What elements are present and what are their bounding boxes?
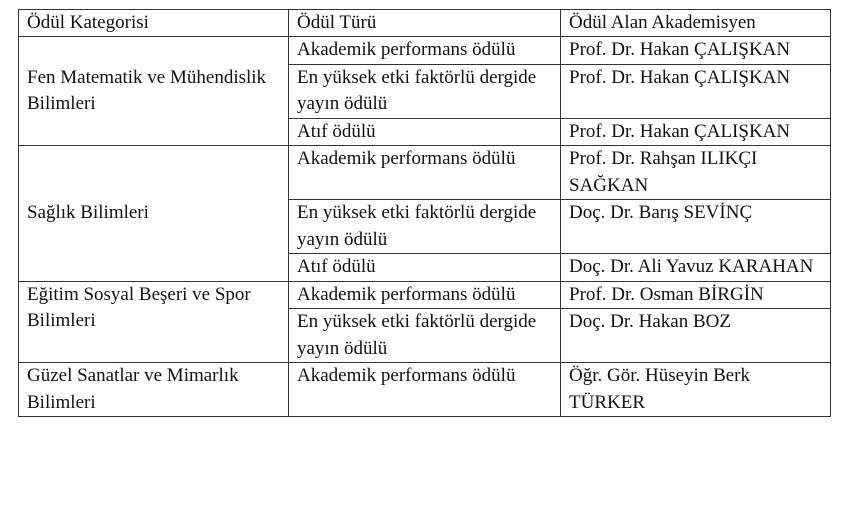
award-type-cell (289, 146, 561, 200)
recipient-cell (561, 363, 831, 417)
recipient-name: Prof. Dr. Hakan ÇALIŞKAN (569, 66, 791, 88)
award-type-label: En yüksek etki faktörlü dergide yayın ödülü (297, 311, 537, 359)
category-cell (19, 281, 289, 363)
category-cell (19, 146, 289, 282)
award-type-label: Akademik performans ödülü (297, 148, 516, 169)
table-row (19, 146, 831, 200)
recipient-cell (561, 118, 831, 146)
recipient-name: Öğr. Gör. Hüseyin Berk TÜRKER (569, 365, 751, 413)
award-type-label: Akademik performans ödülü (297, 283, 516, 305)
award-type-cell (289, 37, 561, 65)
header-award-recipient: Ödül Alan Akademisyen (561, 10, 831, 37)
header-award-category: Ödül Kategorisi (19, 10, 289, 37)
category-label: Sağlık Bilimleri (27, 202, 149, 223)
award-type-cell (289, 200, 561, 254)
recipient-cell (561, 309, 831, 363)
table-row (19, 37, 831, 65)
award-type-cell (289, 64, 561, 118)
category-label: Fen Matematik ve Mühendislik Bilimleri (27, 66, 267, 114)
award-type-cell (289, 281, 561, 309)
recipient-cell (561, 146, 831, 200)
header-award-type: Ödül Türü (289, 10, 561, 37)
awards-table (18, 9, 831, 417)
recipient-name: Prof. Dr. Hakan ÇALIŞKAN (569, 39, 791, 60)
award-type-cell (289, 254, 561, 282)
award-type-label: Atıf ödülü (297, 120, 376, 142)
recipient-name: Doç. Dr. Ali Yavuz KARAHAN (569, 256, 814, 277)
award-type-label: Atıf ödülü (297, 256, 376, 277)
table-header-row (19, 10, 831, 37)
award-type-label: En yüksek etki faktörlü dergide yayın ödülü (297, 66, 537, 114)
recipient-name: Doç. Dr. Hakan BOZ (569, 311, 731, 332)
award-type-label: Akademik performans ödülü (297, 39, 516, 60)
recipient-name: Prof. Dr. Osman BİRGİN (569, 283, 764, 305)
recipient-cell (561, 281, 831, 309)
recipient-cell (561, 254, 831, 282)
recipient-name: Prof. Dr. Rahşan ILIKÇI SAĞKAN (569, 148, 758, 196)
category-cell (19, 37, 289, 146)
award-type-label: En yüksek etki faktörlü dergide yayın ödülü (297, 202, 537, 250)
category-label: Güzel Sanatlar ve Mimarlık Bilimleri (27, 365, 239, 413)
category-label: Eğitim Sosyal Beşeri ve Spor Bilimleri (27, 283, 251, 331)
table-row (19, 281, 831, 309)
award-type-label: Akademik performans ödülü (297, 365, 516, 386)
recipient-cell (561, 37, 831, 65)
recipient-cell (561, 64, 831, 118)
table-row (19, 363, 831, 417)
category-cell (19, 363, 289, 417)
award-type-cell (289, 363, 561, 417)
award-type-cell (289, 309, 561, 363)
recipient-name: Doç. Dr. Barış SEVİNÇ (569, 202, 753, 223)
recipient-name: Prof. Dr. Hakan ÇALIŞKAN (569, 120, 791, 142)
recipient-cell (561, 200, 831, 254)
award-type-cell (289, 118, 561, 146)
